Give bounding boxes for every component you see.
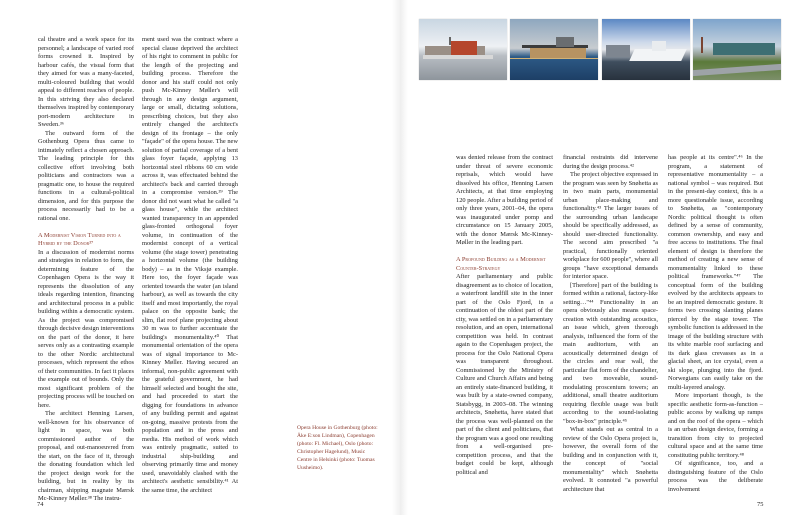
paragraph: In a discussion of modernist norms and strategies in relation to form, the determining feature of the Copenhagen Opera is the way it represents the dissolution of any ideals regarding intention, financing and architectural process in a public building within a democratic system. As the project was compromised through decisive design interventions on the part of the donor, it here serves only as a contrasting example to the other Nordic architectural processes, which represent the ethos of their communities. In fact it places the example out of bounds. Only the most significant problem of the projecting process will be touched on here. bbox=[38, 248, 134, 409]
page-number-right: 75 bbox=[757, 501, 764, 508]
right-column-2 bbox=[563, 154, 658, 494]
section-heading: A Profound Building as a Modernist Counter-Strategy bbox=[456, 256, 546, 272]
paragraph: financial restraints did intervene during the design process.⁴² bbox=[563, 154, 658, 170]
paragraph: was denied release from the contract under threat of severe economic reprisals, which would have dissolved his office, Henning Larsen Architects, at that time employing 120 people. After a building period of only three years, 2001–04, the opera was inaugurated under pomp and circumstance on 15 January 2005, with the donor Mærsk Mc-Kinney-Møller in the leading part. bbox=[456, 154, 553, 246]
photo-oslo-opera bbox=[602, 19, 690, 80]
paragraph: After parliamentary and public disagreement as to choice of location, a waterfront landfill site in the inner part of the Oslo Fjord, in a continuation of the oldest part of the city, was settled on in a parliamentary resolution, and an open, international competition was held. In contrast again to the Copenhagen project, the process for the Oslo National Opera was transparent throughout. Commissioned by the Ministry of Culture and Church Affairs and being an entirely state-financed building, it was built by a state-owned company, Statsbygg, in 2003–08. The winning architects, Snøhetta, have stated that the process was well-planned on the part of the client and politicians, that the program was a good one resulting from a well-organised pre-competition process, and that the budget could be kept, although political and bbox=[456, 273, 553, 476]
photo-gothenburg-opera bbox=[419, 19, 507, 80]
left-column-1 bbox=[38, 36, 134, 504]
left-column-2 bbox=[142, 36, 238, 495]
paragraph: Of significance, too, and a distinguishing feature of the Oslo process was the deliberate involvement bbox=[668, 460, 763, 493]
paragraph: [Therefore] part of the building is formed within a rational, factory-like setting…"⁴⁴ Functionality in an opera obviously also means space-creation with outstanding acoustics, an issue which, given thorough analysis, influenced the form of the main auditorium, with an acoustically determined design of the circles and rear wall, the particular flat form of the chandelier, and two moveable, sound-modulating proscenium towers; an additional, small theatre auditorium requiring flexible usage was built according to the sound-isolating "box-in-box" principle.⁴⁵ bbox=[563, 281, 658, 425]
paragraph: has people at its centre".⁴⁶ In the program, a statement of representative monumentality – a national symbol – was required. But in the present-day context, this is a more questionable issue, according to Snøhetta, as "contemporary Nordic political thought is often defined by a sense of community, common ownership, and easy and free access to institutions. The final element of design is therefore the method of creating a new sense of monumentality linked to these political frameworks."⁴⁷ The conceptual form of the building evolved by the architects appears to be an inspired democratic gesture. It forms two crossing slanting planes pierced by the stage tower. The symbolic function is addressed in the image of the building structure with its white marble roof surfacing and its dark glass crevasses as in a glacial sheet, an ice crystal, even a ski slope, plunging into the fjord. Norwegians can easily take on the multi-layered analogy. bbox=[668, 154, 763, 391]
right-column-3 bbox=[668, 154, 763, 494]
paragraph: The project objective expressed in the program was seen by Snøhetta as in two main parts, monumental urban place-making and functionality.⁴³ The larger issues of the surrounding urban landscape should be specifically addressed, as should user-directed functionality. The second aim prescribed "a practical, functionally oriented workplace for 600 people", where all groups "have exceptional demands for interior space. bbox=[563, 171, 658, 280]
page-number-left: 74 bbox=[37, 501, 44, 508]
right-column-1 bbox=[456, 154, 553, 477]
section-heading: A Modernist Vision Turned into a Hybrid by the Donor³⁷ bbox=[38, 231, 121, 247]
right-page bbox=[400, 0, 800, 515]
photo-helsinki-music-centre bbox=[693, 19, 781, 80]
paragraph: The architect Henning Larsen, well-known for his observance of light in space, was both commissioned author of the proposal, and out-manoeuvred from the start, on the face of it, through the donating foundation which led the project design work for the building, but in reality by its chairman, shipping magnate Mærsk Mc-Kinney Møller.³⁸ The instru- bbox=[38, 410, 134, 502]
paragraph: cal theatre and a work space for its personnel; a landscape of varied roof forms crowned it. Inspired by harbour cafés, the visual form that they aimed for was a many-faceted, multi-coloured building that would appeal to different reaches of people. In this striving they also declared themselves inspired by contemporary port-modern architecture in Sweden.³⁶ bbox=[38, 36, 134, 128]
paragraph: More important though, is the specific aesthetic form-as-function – public access by walking up ramps and on the roof of the opera – which is an urban design device, forming a transition from city to projected cultural space and at the same time constituting public territory.⁴⁸ bbox=[668, 392, 763, 459]
photo-caption: Opera House in Gothenburg (photo: Åke E:son Lindman), Copenhagen (photo: Fl. Michael), Oslo (photo: Christopher Hagelund), Music Centre in Helsinki (photo: Tuomas Uusheimo). bbox=[297, 425, 378, 471]
paragraph: The outward form of the Gothenburg Opera thus came to intimately reflect a chosen approach. The leading principle for this collective effort involving both politicians and contractors was a pragmatic one, to house the required functions in a cultural-political dimension, and for this purpose the process necessarily had to be a rational one. bbox=[38, 129, 134, 222]
photo-copenhagen-opera bbox=[510, 19, 598, 80]
paragraph: ment used was the contract where a special clause deprived the architect of his right to comment in public for the length of the projecting and building process. Therefore the donor and his staff could not only push Mc-Kinney Møller's will through in any design argument, large or small, dictating solutions, prescribing choices, but they also entirely changed the architect's design of its frontage – the only "façade" of the opera house. The new solution of partial coverage of a bent glass foyer façade, applying 13 horizontal steel ribbons 60 cm wide across it, was effectuated behind the architect's back and carried through in a compromise version.³⁹ The donor did not want what he called "a glass house", while the architect wanted transparency in an appended glass-fronted orthogonal foyer volume, in continuation of the modernist concept of a vertical volume (the stage tower) penetrating a horizontal volume (the building body) – as in the Viksjø example. Here too, the foyer façade was oriented towards the water (an island harbour), as well as towards the city itself and most importantly, the royal palace on the opposite bank; the slim, flat roof plane projecting about 30 m was to further accentuate the building's monumentality.⁴⁰ That monumental orientation of the opera was of signal importance to Mc-Kinney Møller. Having secured an informal, non-public agreement with the grateful government, he had himself selected and bought the site, and had proceeded to start the digging for foundations in advance of any building permit and against on-going, massive protests from the population and in the press and media. His method of work which was entirely pragmatic, suited to industrial ship-building and observing primarily time and money used, unavoidably clashed with the architect's aesthetic sensibility.⁴¹ At the same time, the architect bbox=[142, 36, 238, 494]
paragraph: What stands out as central in a review of the Oslo Opera project is, however, the overall form of the building and in conjunction with it, the concept of "social monumentality" which Snøhetta evolved. It connoted "a powerful architecture that bbox=[563, 426, 658, 493]
